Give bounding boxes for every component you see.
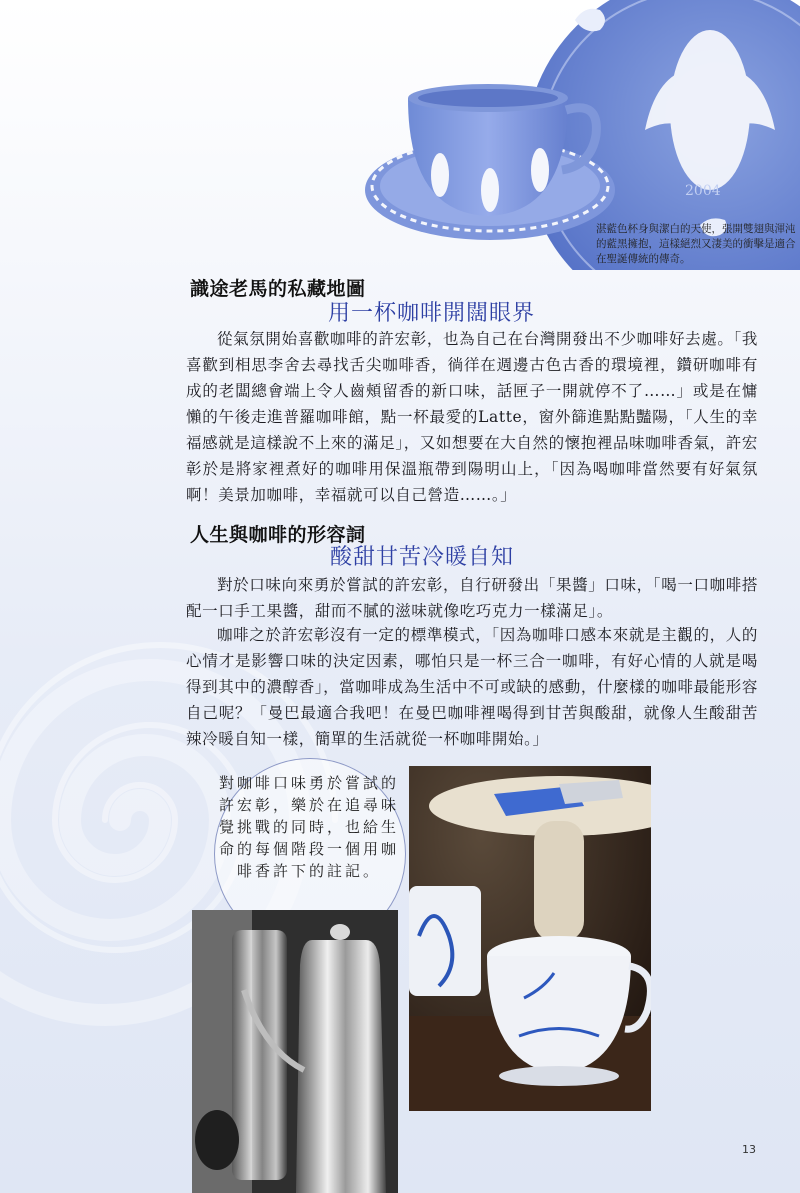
section1-title: 識途老馬的私藏地圖 <box>190 278 366 300</box>
porcelain-cups-photo <box>409 766 651 1111</box>
quote-bubble-text: 對咖啡口味勇於嘗試的許宏彰，樂於在追尋味覺挑戰的同時，也給生命的每個階段一個用咖啡香許下的註記。 <box>218 774 399 880</box>
section1-subtitle: 用一杯咖啡開闊眼界 <box>328 301 536 326</box>
page-number: 13 <box>742 1143 756 1156</box>
photo-caption: 湛藍色杯身與潔白的天使，張開雙翅與渾沌的藍黑擁抱，這樣絕烈又淒美的衝擊是適合在聖誕傳統的傳奇。 <box>596 223 796 265</box>
section2-title: 人生與咖啡的形容詞 <box>190 524 366 546</box>
section1-paragraph: 從氣氛開始喜歡咖啡的許宏彰，也為自己在台灣開發出不少咖啡好去處。「我喜歡到相思李舍去尋找舌尖咖啡香，徜徉在週邊古色古香的環境裡，鑽研咖啡有成的老闆總會端上令人齒頰留香的新口味，話匣子一開就停不了……」或是在慵懶的午後走進普羅咖啡館，點一杯最愛的Latte，窗外篩進點點豔陽，「人生的幸福感就是這樣說不上來的滿足」，又如想要在大自然的懷抱裡品味咖啡香氣，許宏彰於是將家裡煮好的咖啡用保溫瓶帶到陽明山上，「因為喝咖啡當然要有好氣氛啊！美景加咖啡，幸福就可以自己營造……。」 <box>186 330 758 504</box>
plate-year-text: 2004 <box>685 183 721 199</box>
section2-paragraph-2: 咖啡之於許宏彰沒有一定的標準模式，「因為咖啡口感本來就是主觀的，人的心情才是影響口味的決定因素，哪怕只是一杯三合一咖啡，有好心情的人就是喝得到其中的濃醇香」，當咖啡成為生活中不可或缺的感動，什麼樣的咖啡最能形容自己呢？「曼巴最適合我吧！在曼巴咖啡裡喝得到甘苦與酸甜，就像人生酸甜苦辣冷暖自知一樣，簡單的生活就從一杯咖啡開始。」 <box>186 626 758 748</box>
coffee-kettle-photo <box>192 910 398 1193</box>
section2-paragraph-1: 對於口味向來勇於嘗試的許宏彰，自行研發出「果醬」口味，「喝一口咖啡搭配一口手工果醬，甜而不膩的滋味就像吃巧克力一樣滿足」。 <box>186 576 758 620</box>
section2-subtitle: 酸甜甘苦冷暖自知 <box>330 545 515 570</box>
